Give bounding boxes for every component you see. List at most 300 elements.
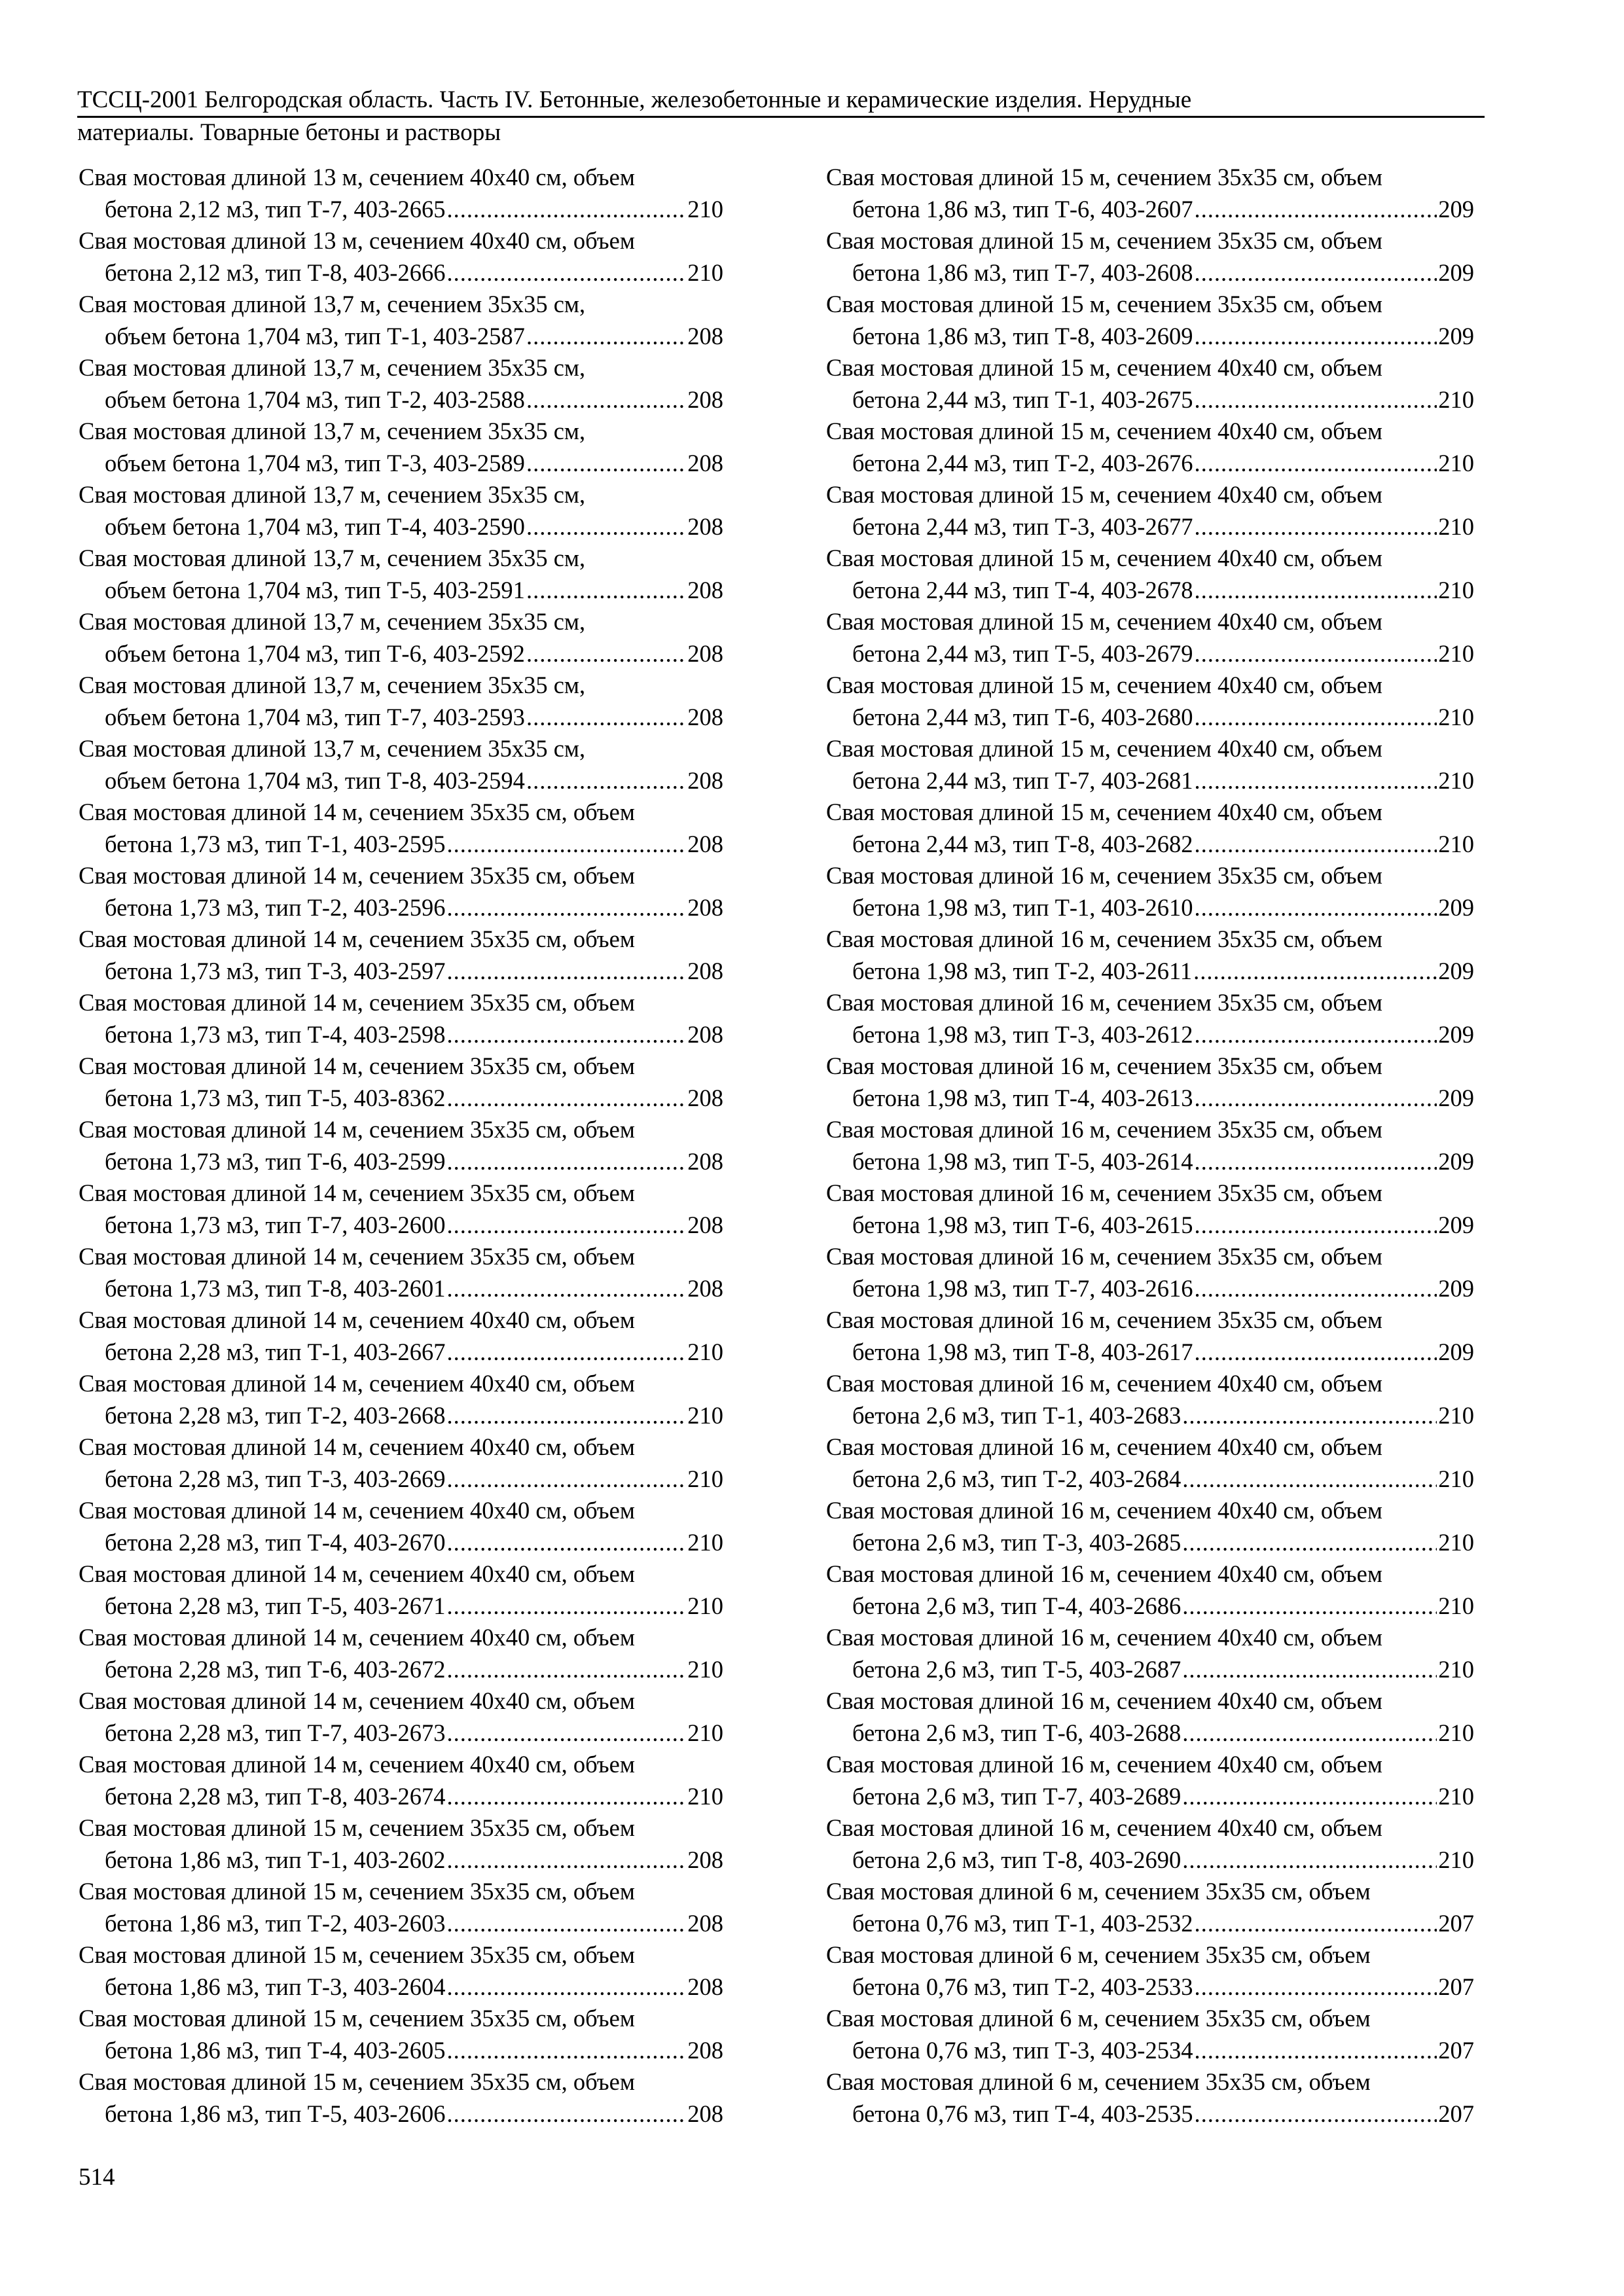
index-entry <box>79 2003 723 2066</box>
entry-detail: бетона 2,28 м3, тип Т-7, 403-2673 <box>105 1719 446 1746</box>
entry-title: Свая мостовая длиной 14 м, сечением 35х35 см, объем <box>79 1243 635 1270</box>
index-entry <box>79 1304 723 1368</box>
dot-leader <box>446 1210 686 1242</box>
dot-leader <box>1194 1336 1437 1369</box>
dot-leader <box>1194 448 1437 480</box>
entry-title: Свая мостовая длиной 15 м, сечением 40х40 см, объем <box>826 354 1382 381</box>
entry-page-number: 210 <box>1438 1782 1474 1810</box>
dot-leader <box>1182 1590 1437 1623</box>
dot-leader <box>1182 1844 1437 1876</box>
entry-detail: бетона 1,86 м3, тип Т-2, 403-2603 <box>105 1909 446 1937</box>
entry-detail: бетона 2,44 м3, тип Т-6, 403-2680 <box>852 703 1193 730</box>
entry-title: Свая мостовая длиной 15 м, сечением 35х35 см, объем <box>826 164 1382 190</box>
entry-page-number: 210 <box>1438 449 1474 476</box>
entry-page-number: 208 <box>687 449 723 476</box>
entry-detail: объем бетона 1,704 м3, тип Т-8, 403-2594 <box>105 766 525 794</box>
entry-title: Свая мостовая длиной 16 м, сечением 35х35 см, объем <box>826 1052 1382 1079</box>
dot-leader <box>446 257 686 289</box>
index-entry <box>79 1241 723 1304</box>
entry-detail: бетона 1,98 м3, тип Т-5, 403-2614 <box>852 1147 1193 1175</box>
dot-leader <box>1182 1463 1437 1496</box>
index-entry <box>826 1939 1474 2003</box>
entry-detail: объем бетона 1,704 м3, тип Т-2, 403-2588 <box>105 386 525 413</box>
entry-detail: бетона 1,86 м3, тип Т-8, 403-2609 <box>852 322 1193 350</box>
index-entry <box>826 1876 1474 1939</box>
entry-detail: бетона 1,73 м3, тип Т-7, 403-2600 <box>105 1211 446 1238</box>
entry-detail-line <box>826 2035 1474 2067</box>
entry-detail-line <box>79 1083 723 1115</box>
entry-title: Свая мостовая длиной 15 м, сечением 40х40 см, объем <box>826 735 1382 762</box>
entry-title: Свая мостовая длиной 13,7 м, сечением 35х35 см, <box>79 735 586 762</box>
index-entry <box>826 479 1474 543</box>
entry-detail: бетона 2,44 м3, тип Т-1, 403-2675 <box>852 386 1193 413</box>
entry-title: Свая мостовая длиной 15 м, сечением 40х40 см, объем <box>826 608 1382 635</box>
index-entry <box>826 733 1474 797</box>
entry-title: Свая мостовая длиной 14 м, сечением 35х35 см, объем <box>79 1052 635 1079</box>
dot-leader <box>1194 1083 1437 1115</box>
index-entry <box>79 1368 723 1431</box>
entry-detail-line <box>826 1083 1474 1115</box>
dot-leader <box>1194 1908 1437 1940</box>
entry-detail: бетона 2,6 м3, тип Т-2, 403-2684 <box>852 1465 1182 1492</box>
entry-title: Свая мостовая длиной 13,7 м, сечением 35х35 см, <box>79 481 586 508</box>
entry-title: Свая мостовая длиной 14 м, сечением 35х35 см, объем <box>79 1179 635 1206</box>
entry-detail-line <box>79 194 723 226</box>
index-entry <box>826 2066 1474 2130</box>
header-title-line2: материалы. Товарные бетоны и растворы <box>77 119 501 146</box>
entry-detail: бетона 1,73 м3, тип Т-6, 403-2599 <box>105 1147 446 1175</box>
entry-title: Свая мостовая длиной 13 м, сечением 40х40 см, объем <box>79 227 635 254</box>
entry-page-number: 209 <box>1438 1274 1474 1302</box>
index-entry <box>79 1114 723 1177</box>
index-entry <box>826 352 1474 416</box>
dot-leader <box>1194 384 1437 416</box>
index-entry <box>79 987 723 1050</box>
entry-title: Свая мостовая длиной 16 м, сечением 40х40 см, объем <box>826 1624 1382 1651</box>
entry-page-number: 208 <box>687 2036 723 2064</box>
entry-detail-line <box>79 321 723 353</box>
entry-detail-line <box>79 2035 723 2067</box>
entry-page-number: 209 <box>1438 1084 1474 1111</box>
index-entry <box>826 1812 1474 1876</box>
entry-page-number: 209 <box>1438 1211 1474 1238</box>
entry-page-number: 210 <box>1438 639 1474 667</box>
entry-title: Свая мостовая длиной 16 м, сечением 40х40 см, объем <box>826 1687 1382 1714</box>
entry-detail-line <box>826 1717 1474 1749</box>
entry-page-number: 208 <box>687 830 723 857</box>
entry-title: Свая мостовая длиной 14 м, сечением 40х40 см, объем <box>79 1751 635 1778</box>
dot-leader <box>1194 1146 1437 1178</box>
entry-page-number: 209 <box>1438 1020 1474 1048</box>
dot-leader <box>446 1273 686 1305</box>
entry-detail: бетона 1,73 м3, тип Т-8, 403-2601 <box>105 1274 446 1302</box>
entry-detail-line <box>79 1336 723 1369</box>
dot-leader <box>1194 1210 1437 1242</box>
entry-detail-line <box>826 2098 1474 2130</box>
entry-page-number: 208 <box>687 2100 723 2127</box>
entry-title: Свая мостовая длиной 15 м, сечением 35х35 см, объем <box>826 227 1382 254</box>
entry-title: Свая мостовая длиной 16 м, сечением 35х35 см, объем <box>826 1306 1382 1333</box>
dot-leader <box>446 194 686 226</box>
entry-title: Свая мостовая длиной 6 м, сечением 35х35 см, объем <box>826 1878 1371 1905</box>
entry-detail-line <box>826 1971 1474 2003</box>
entry-title: Свая мостовая длиной 15 м, сечением 40х40 см, объем <box>826 798 1382 825</box>
entry-title: Свая мостовая длиной 13,7 м, сечением 35х35 см, <box>79 672 586 698</box>
index-entry <box>79 1495 723 1558</box>
index-entry <box>79 352 723 416</box>
entry-detail-line <box>79 1781 723 1813</box>
entry-detail: бетона 1,98 м3, тип Т-4, 403-2613 <box>852 1084 1193 1111</box>
dot-leader <box>526 702 686 734</box>
entry-title: Свая мостовая длиной 13,7 м, сечением 35х35 см, <box>79 545 586 571</box>
entry-title: Свая мостовая длиной 16 м, сечением 40х40 см, объем <box>826 1751 1382 1778</box>
index-entry <box>826 162 1474 225</box>
entry-detail: бетона 1,86 м3, тип Т-5, 403-2606 <box>105 2100 446 2127</box>
entry-title: Свая мостовая длиной 16 м, сечением 35х35 см, объем <box>826 1116 1382 1143</box>
entry-detail-line <box>79 1527 723 1559</box>
entry-detail: бетона 1,98 м3, тип Т-8, 403-2617 <box>852 1338 1193 1365</box>
index-entry <box>826 1177 1474 1241</box>
dot-leader <box>446 1083 686 1115</box>
dot-leader <box>526 384 686 416</box>
entry-page-number: 208 <box>687 1909 723 1937</box>
entry-detail-line <box>826 638 1474 670</box>
entry-detail: бетона 0,76 м3, тип Т-1, 403-2532 <box>852 1909 1193 1937</box>
entry-page-number: 209 <box>1438 259 1474 286</box>
entry-page-number: 208 <box>687 576 723 603</box>
entry-detail-line <box>79 1844 723 1876</box>
index-entry <box>79 543 723 606</box>
entry-detail-line <box>826 448 1474 480</box>
index-entry <box>79 1939 723 2003</box>
entry-page-number: 208 <box>687 703 723 730</box>
entry-detail: бетона 1,73 м3, тип Т-3, 403-2597 <box>105 957 446 984</box>
entry-detail-line <box>79 384 723 416</box>
entry-page-number: 210 <box>1438 576 1474 603</box>
entry-detail-line <box>79 1717 723 1749</box>
entry-detail: бетона 0,76 м3, тип Т-2, 403-2533 <box>852 1973 1193 2000</box>
entry-detail-line <box>826 257 1474 289</box>
entry-title: Свая мостовая длиной 14 м, сечением 40х40 см, объем <box>79 1560 635 1587</box>
entry-detail-line <box>826 1336 1474 1369</box>
index-entry <box>79 1812 723 1876</box>
entry-title: Свая мостовая длиной 6 м, сечением 35х35 см, объем <box>826 2005 1371 2032</box>
entry-page-number: 208 <box>687 893 723 921</box>
index-entry <box>79 860 723 924</box>
entry-detail: бетона 1,98 м3, тип Т-3, 403-2612 <box>852 1020 1193 1048</box>
entry-title: Свая мостовая длиной 13,7 м, сечением 35х35 см, <box>79 418 586 444</box>
entry-detail-line <box>79 638 723 670</box>
entry-detail: бетона 0,76 м3, тип Т-3, 403-2534 <box>852 2036 1193 2064</box>
index-entry <box>826 2003 1474 2066</box>
entry-detail-line <box>826 829 1474 861</box>
index-entry <box>79 733 723 797</box>
entry-title: Свая мостовая длиной 16 м, сечением 40х40 см, объем <box>826 1497 1382 1524</box>
entry-page-number: 208 <box>687 1846 723 1873</box>
entry-page-number: 208 <box>687 1274 723 1302</box>
entry-page-number: 210 <box>687 1655 723 1683</box>
entry-detail-line <box>826 1019 1474 1051</box>
entry-detail-line <box>79 892 723 924</box>
entry-title: Свая мостовая длиной 14 м, сечением 40х40 см, объем <box>79 1370 635 1397</box>
index-entry <box>826 670 1474 733</box>
entry-detail: объем бетона 1,704 м3, тип Т-6, 403-2592 <box>105 639 525 667</box>
dot-leader <box>446 1527 686 1559</box>
entry-page-number: 210 <box>1438 1655 1474 1683</box>
entry-detail: бетона 2,6 м3, тип Т-6, 403-2688 <box>852 1719 1182 1746</box>
dot-leader <box>1194 1019 1437 1051</box>
index-entry <box>826 1431 1474 1495</box>
entry-detail-line <box>826 194 1474 226</box>
dot-leader <box>446 2098 686 2130</box>
entry-detail: бетона 1,86 м3, тип Т-4, 403-2605 <box>105 2036 446 2064</box>
dot-leader <box>1194 257 1437 289</box>
entry-title: Свая мостовая длиной 6 м, сечением 35х35 см, объем <box>826 2068 1371 2095</box>
entry-page-number: 208 <box>687 1020 723 1048</box>
entry-detail: бетона 2,12 м3, тип Т-8, 403-2666 <box>105 259 446 286</box>
index-entry <box>79 1749 723 1812</box>
dot-leader <box>1194 829 1437 861</box>
index-entry <box>79 162 723 225</box>
entry-detail-line <box>826 575 1474 607</box>
dot-leader <box>446 1400 686 1432</box>
entry-page-number: 209 <box>1438 1147 1474 1175</box>
index-entry <box>826 1558 1474 1622</box>
index-entry <box>826 225 1474 289</box>
entry-title: Свая мостовая длиной 15 м, сечением 35х35 см, объем <box>79 1878 635 1905</box>
index-entry <box>826 924 1474 987</box>
entry-page-number: 210 <box>1438 1592 1474 1619</box>
index-entry <box>79 924 723 987</box>
running-header <box>77 85 1485 147</box>
index-entry <box>79 797 723 860</box>
entry-title: Свая мостовая длиной 14 м, сечением 35х35 см, объем <box>79 925 635 952</box>
entry-detail-line <box>79 1019 723 1051</box>
entry-detail: бетона 1,73 м3, тип Т-4, 403-2598 <box>105 1020 446 1048</box>
dot-leader <box>446 1908 686 1940</box>
entry-page-number: 210 <box>1438 1846 1474 1873</box>
entry-page-number: 208 <box>687 322 723 350</box>
entry-page-number: 210 <box>687 195 723 223</box>
entry-page-number: 210 <box>1438 830 1474 857</box>
index-entry <box>826 1304 1474 1368</box>
entry-title: Свая мостовая длиной 16 м, сечением 35х35 см, объем <box>826 989 1382 1016</box>
entry-page-number: 208 <box>687 512 723 540</box>
entry-detail: бетона 1,73 м3, тип Т-5, 403-8362 <box>105 1084 446 1111</box>
entry-page-number: 208 <box>687 1973 723 2000</box>
index-entry <box>79 2066 723 2130</box>
dot-leader <box>1194 321 1437 353</box>
entry-page-number: 210 <box>1438 703 1474 730</box>
entry-title: Свая мостовая длиной 14 м, сечением 35х35 см, объем <box>79 1116 635 1143</box>
index-entry <box>79 1431 723 1495</box>
entry-detail-line <box>79 702 723 734</box>
entry-page-number: 210 <box>1438 1465 1474 1492</box>
entry-detail-line <box>79 2098 723 2130</box>
entry-detail: бетона 2,28 м3, тип Т-4, 403-2670 <box>105 1528 446 1556</box>
dot-leader <box>446 1844 686 1876</box>
entry-page-number: 210 <box>1438 512 1474 540</box>
entry-title: Свая мостовая длиной 15 м, сечением 35х35 см, объем <box>79 2005 635 2032</box>
dot-leader <box>526 638 686 670</box>
entry-detail: бетона 1,86 м3, тип Т-6, 403-2607 <box>852 195 1193 223</box>
index-entry <box>79 225 723 289</box>
entry-title: Свая мостовая длиной 16 м, сечением 35х35 см, объем <box>826 1179 1382 1206</box>
dot-leader <box>446 956 686 988</box>
dot-leader <box>526 448 686 480</box>
entry-detail: бетона 2,12 м3, тип Т-7, 403-2665 <box>105 195 446 223</box>
entry-detail: бетона 2,44 м3, тип Т-2, 403-2676 <box>852 449 1193 476</box>
index-entry <box>826 1241 1474 1304</box>
entry-detail: бетона 2,6 м3, тип Т-5, 403-2687 <box>852 1655 1182 1683</box>
entry-detail-line <box>826 321 1474 353</box>
entry-title: Свая мостовая длиной 16 м, сечением 35х35 см, объем <box>826 862 1382 889</box>
entry-detail: бетона 2,28 м3, тип Т-6, 403-2672 <box>105 1655 446 1683</box>
entry-detail-line <box>826 1908 1474 1940</box>
index-entry <box>826 797 1474 860</box>
entry-page-number: 210 <box>1438 1528 1474 1556</box>
entry-title: Свая мостовая длиной 16 м, сечением 40х40 см, объем <box>826 1433 1382 1460</box>
entry-detail-line <box>79 1273 723 1305</box>
entry-detail: бетона 2,44 м3, тип Т-4, 403-2678 <box>852 576 1193 603</box>
entry-detail-line <box>79 1210 723 1242</box>
entry-title: Свая мостовая длиной 13,7 м, сечением 35х35 см, <box>79 354 586 381</box>
index-entry <box>826 860 1474 924</box>
entry-detail: бетона 2,28 м3, тип Т-5, 403-2671 <box>105 1592 446 1619</box>
entry-page-number: 207 <box>1438 2100 1474 2127</box>
entry-page-number: 210 <box>1438 766 1474 794</box>
entry-detail-line <box>79 448 723 480</box>
dot-leader <box>526 321 686 353</box>
entry-page-number: 209 <box>1438 322 1474 350</box>
entry-detail-line <box>79 257 723 289</box>
dot-leader <box>446 1019 686 1051</box>
entry-title: Свая мостовая длиной 14 м, сечением 40х40 см, объем <box>79 1433 635 1460</box>
dot-leader <box>1194 1273 1437 1305</box>
dot-leader <box>446 829 686 861</box>
index-entry <box>79 1685 723 1749</box>
entry-title: Свая мостовая длиной 15 м, сечением 35х35 см, объем <box>79 2068 635 2095</box>
entry-detail: бетона 2,44 м3, тип Т-5, 403-2679 <box>852 639 1193 667</box>
index-entry <box>826 1622 1474 1685</box>
index-entry <box>79 416 723 479</box>
dot-leader <box>1194 765 1437 797</box>
dot-leader <box>1182 1527 1437 1559</box>
entry-detail: бетона 1,98 м3, тип Т-6, 403-2615 <box>852 1211 1193 1238</box>
index-column-left <box>79 162 723 2130</box>
entry-page-number: 208 <box>687 957 723 984</box>
entry-title: Свая мостовая длиной 13,7 м, сечением 35х35 см, <box>79 608 586 635</box>
entry-title: Свая мостовая длиной 15 м, сечением 40х40 см, объем <box>826 672 1382 698</box>
dot-leader <box>446 892 686 924</box>
entry-detail: объем бетона 1,704 м3, тип Т-7, 403-2593 <box>105 703 525 730</box>
entry-detail: бетона 1,98 м3, тип Т-2, 403-2611 <box>852 957 1193 984</box>
index-entry <box>826 987 1474 1050</box>
entry-detail: объем бетона 1,704 м3, тип Т-3, 403-2589 <box>105 449 525 476</box>
entry-detail-line <box>826 765 1474 797</box>
entry-detail: бетона 1,73 м3, тип Т-1, 403-2595 <box>105 830 446 857</box>
entry-page-number: 210 <box>687 1465 723 1492</box>
entry-page-number: 207 <box>1438 1909 1474 1937</box>
entry-title: Свая мостовая длиной 16 м, сечением 40х40 см, объем <box>826 1814 1382 1841</box>
entry-page-number: 209 <box>1438 957 1474 984</box>
dot-leader <box>446 1336 686 1369</box>
index-entry <box>79 1558 723 1622</box>
entry-detail-line <box>826 1273 1474 1305</box>
entry-page-number: 208 <box>687 1147 723 1175</box>
index-entry <box>79 1050 723 1114</box>
entry-detail-line <box>79 829 723 861</box>
entry-page-number: 209 <box>1438 195 1474 223</box>
entry-title: Свая мостовая длиной 13 м, сечением 40х40 см, объем <box>79 164 635 190</box>
entry-page-number: 208 <box>687 1084 723 1111</box>
entry-detail: бетона 2,44 м3, тип Т-8, 403-2682 <box>852 830 1193 857</box>
entry-detail: бетона 2,6 м3, тип Т-7, 403-2689 <box>852 1782 1182 1810</box>
page-number: 514 <box>79 2164 115 2191</box>
entry-detail-line <box>826 1527 1474 1559</box>
entry-page-number: 207 <box>1438 2036 1474 2064</box>
entry-title: Свая мостовая длиной 15 м, сечением 40х40 см, объем <box>826 481 1382 508</box>
dot-leader <box>1182 1781 1437 1813</box>
entry-page-number: 209 <box>1438 893 1474 921</box>
entry-detail: объем бетона 1,704 м3, тип Т-5, 403-2591 <box>105 576 525 603</box>
entry-page-number: 210 <box>687 259 723 286</box>
entry-detail: бетона 2,28 м3, тип Т-1, 403-2667 <box>105 1338 446 1365</box>
dot-leader <box>1194 638 1437 670</box>
entry-title: Свая мостовая длиной 14 м, сечением 35х35 см, объем <box>79 989 635 1016</box>
dot-leader <box>1194 702 1437 734</box>
entry-detail-line <box>826 892 1474 924</box>
index-entry <box>79 289 723 352</box>
entry-detail: бетона 2,6 м3, тип Т-3, 403-2685 <box>852 1528 1182 1556</box>
entry-page-number: 210 <box>687 1592 723 1619</box>
entry-page-number: 210 <box>687 1719 723 1746</box>
entry-detail-line <box>826 1654 1474 1686</box>
index-entry <box>79 1177 723 1241</box>
entry-title: Свая мостовая длиной 16 м, сечением 40х40 см, объем <box>826 1560 1382 1587</box>
entry-title: Свая мостовая длиной 6 м, сечением 35х35 см, объем <box>826 1941 1371 1968</box>
entry-page-number: 210 <box>687 1528 723 1556</box>
entry-title: Свая мостовая длиной 14 м, сечением 35х35 см, объем <box>79 798 635 825</box>
entry-detail-line <box>826 1590 1474 1623</box>
entry-detail-line <box>79 1400 723 1432</box>
entry-title: Свая мостовая длиной 14 м, сечением 40х40 см, объем <box>79 1624 635 1651</box>
entry-detail: бетона 2,44 м3, тип Т-7, 403-2681 <box>852 766 1193 794</box>
index-entry <box>826 543 1474 606</box>
dot-leader <box>446 1654 686 1686</box>
entry-detail: бетона 2,6 м3, тип Т-4, 403-2686 <box>852 1592 1182 1619</box>
entry-detail-line <box>826 702 1474 734</box>
entry-detail-line <box>826 511 1474 543</box>
dot-leader <box>446 1463 686 1496</box>
entry-title: Свая мостовая длиной 15 м, сечением 35х35 см, объем <box>79 1814 635 1841</box>
index-entry <box>826 1685 1474 1749</box>
dot-leader <box>1194 2098 1437 2130</box>
entry-detail: бетона 1,86 м3, тип Т-7, 403-2608 <box>852 259 1193 286</box>
entry-detail: бетона 2,28 м3, тип Т-3, 403-2669 <box>105 1465 446 1492</box>
entry-detail: бетона 2,6 м3, тип Т-8, 403-2690 <box>852 1846 1182 1873</box>
entry-detail: бетона 1,86 м3, тип Т-3, 403-2604 <box>105 1973 446 2000</box>
entry-title: Свая мостовая длиной 15 м, сечением 35х35 см, объем <box>79 1941 635 1968</box>
entry-detail-line <box>79 1654 723 1686</box>
entry-title: Свая мостовая длиной 16 м, сечением 40х40 см, объем <box>826 1370 1382 1397</box>
index-entry <box>79 479 723 543</box>
entry-page-number: 210 <box>1438 1401 1474 1429</box>
dot-leader <box>1182 1400 1437 1432</box>
dot-leader <box>526 765 686 797</box>
index-entry <box>826 1050 1474 1114</box>
index-entry <box>79 1622 723 1685</box>
